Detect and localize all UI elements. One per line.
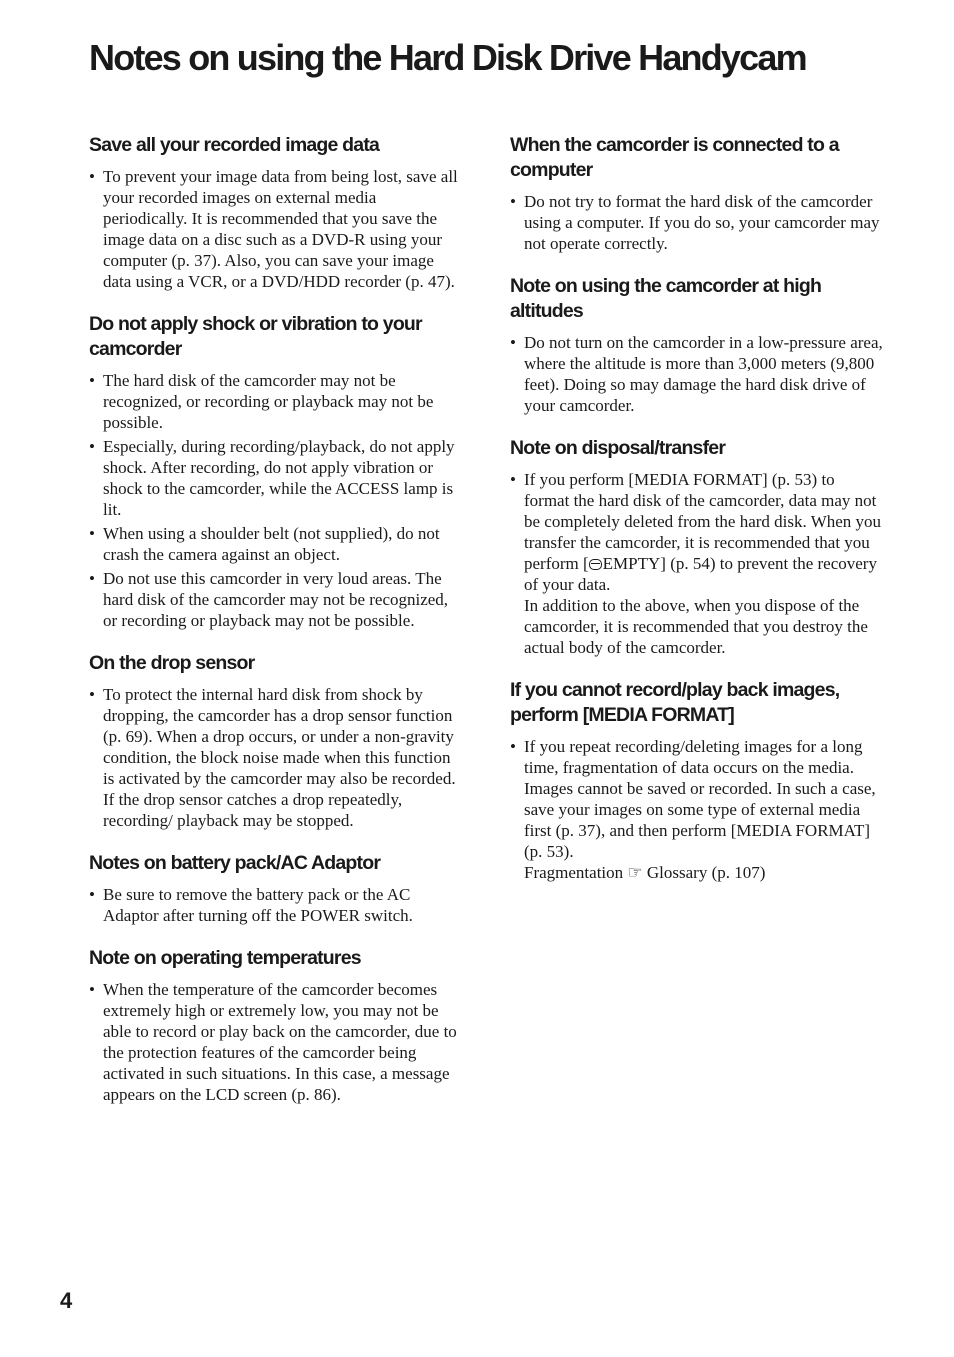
section-heading: When the camcorder is connected to a computer <box>510 134 839 181</box>
bullet-icon: • <box>89 980 95 999</box>
bullet-icon: • <box>89 437 95 456</box>
section-heading: Save all your recorded image data <box>89 134 380 156</box>
section-heading: Do not apply shock or vibration to your camcorder <box>89 313 422 360</box>
section-heading: On the drop sensor <box>89 652 255 674</box>
list-item <box>89 884 461 926</box>
list-item <box>510 736 884 883</box>
bullet-list <box>89 884 461 926</box>
list-item-text: When using a shoulder belt (not supplied), do not crash the camera against an object. <box>103 524 440 564</box>
bullet-list <box>510 736 884 883</box>
bullet-list <box>89 166 461 292</box>
list-item <box>89 370 461 433</box>
section-drop-sensor <box>89 651 461 831</box>
list-item-text: Especially, during recording/playback, do not apply shock. After recording, do not apply vibration or shock to the camcorder, while the ACCESS lamp is lit. <box>103 437 455 519</box>
section-heading: Note on disposal/transfer <box>510 437 726 459</box>
section-disposal-transfer <box>510 436 884 658</box>
section-computer-connection <box>510 133 884 254</box>
list-item-text: The hard disk of the camcorder may not be recognized, or recording or playback may not be possible. <box>103 371 434 432</box>
glossary-reference: Glossary (p. 107) <box>646 863 766 882</box>
list-item <box>89 684 461 831</box>
bullet-icon: • <box>89 524 95 543</box>
pointing-hand-icon: ☞ <box>627 863 643 882</box>
hard-disk-icon <box>589 559 602 570</box>
list-item-text: To prevent your image data from being lost, save all your recorded images on external media periodically. It is recommended that you save the image data on a disc such as a DVD-R using your computer (p. 37). Also, you can save your image data using a VCR, or a DVD/HDD recorder (p. 47). <box>103 167 458 291</box>
list-item <box>89 166 461 292</box>
bullet-icon: • <box>89 167 95 186</box>
list-item <box>510 191 884 254</box>
bullet-icon: • <box>510 192 516 211</box>
section-heading: Note on using the camcorder at high altitudes <box>510 275 822 322</box>
bullet-list <box>89 370 461 631</box>
section-high-altitudes <box>510 274 884 416</box>
bullet-list <box>510 469 884 658</box>
left-column <box>89 133 461 1125</box>
section-battery-adaptor <box>89 851 461 926</box>
section-media-format <box>510 678 884 883</box>
section-shock-vibration <box>89 312 461 631</box>
bullet-icon: • <box>89 885 95 904</box>
list-item-text: In addition to the above, when you dispose of the camcorder, it is recommended that you destroy the actual body of the camcorder. <box>524 596 868 657</box>
bullet-icon: • <box>510 737 516 756</box>
page-number: 4 <box>60 1288 73 1313</box>
page-title: Notes on using the Hard Disk Drive Handycam <box>89 37 806 78</box>
bullet-list <box>510 191 884 254</box>
list-item-text: Do not try to format the hard disk of the camcorder using a computer. If you do so, your camcorder may not operate correctly. <box>524 192 880 253</box>
list-item-text: To protect the internal hard disk from shock by dropping, the camcorder has a drop sensor function (p. 69). When a drop occurs, or under a non-gravity condition, the block noise made when this function is activated by the camcorder may also be recorded. If the drop sensor catches a drop repeatedly, recording/ playback may be stopped. <box>103 685 456 830</box>
list-item <box>89 979 461 1105</box>
section-heading: If you cannot record/play back images, perform [MEDIA FORMAT] <box>510 679 840 726</box>
list-item <box>510 332 884 416</box>
bullet-icon: • <box>89 371 95 390</box>
bullet-icon: • <box>510 333 516 352</box>
section-operating-temperatures <box>89 946 461 1105</box>
list-item-text: When the temperature of the camcorder becomes extremely high or extremely low, you may not be able to record or play back on the camcorder, due to the protection features of the camcorder being activated in such situations. In this case, a message appears on the LCD screen (p. 86). <box>103 980 457 1104</box>
list-item <box>89 568 461 631</box>
list-item-text: Do not use this camcorder in very loud areas. The hard disk of the camcorder may not be recognized, or recording or playback may not be possible. <box>103 569 449 630</box>
bullet-icon: • <box>89 569 95 588</box>
section-heading: Note on operating temperatures <box>89 947 361 969</box>
section-save-data <box>89 133 461 292</box>
list-item-text: Do not turn on the camcorder in a low-pressure area, where the altitude is more than 3,000 meters (9,800 feet). Doing so may damage the hard disk drive of your camcorder. <box>524 333 883 415</box>
list-item-text: If you perform [MEDIA FORMAT] (p. 53) to format the hard disk of the camcorder, data may not be completely deleted from the hard disk. When you transfer the camcorder, it is recommended that you perform [ <box>524 470 882 573</box>
list-item-text: Be sure to remove the battery pack or the AC Adaptor after turning off the POWER switch. <box>103 885 413 925</box>
bullet-icon: • <box>89 685 95 704</box>
glossary-term: Fragmentation <box>524 863 624 882</box>
list-item <box>89 436 461 520</box>
bullet-icon: • <box>510 470 516 489</box>
list-item <box>510 469 884 658</box>
right-column <box>510 133 884 903</box>
bullet-list <box>89 979 461 1105</box>
list-item-text: EMPTY] (p. 54) to prevent the recovery of your data. <box>524 554 877 594</box>
section-heading: Notes on battery pack/AC Adaptor <box>89 852 381 874</box>
bullet-list <box>510 332 884 416</box>
list-item-text: If you repeat recording/deleting images for a long time, fragmentation of data occurs on the media. Images cannot be saved or recorded. In such a case, save your images on some type of external media first (p. 37), and then perform [MEDIA FORMAT] (p. 53). <box>524 737 876 861</box>
list-item <box>89 523 461 565</box>
bullet-list <box>89 684 461 831</box>
